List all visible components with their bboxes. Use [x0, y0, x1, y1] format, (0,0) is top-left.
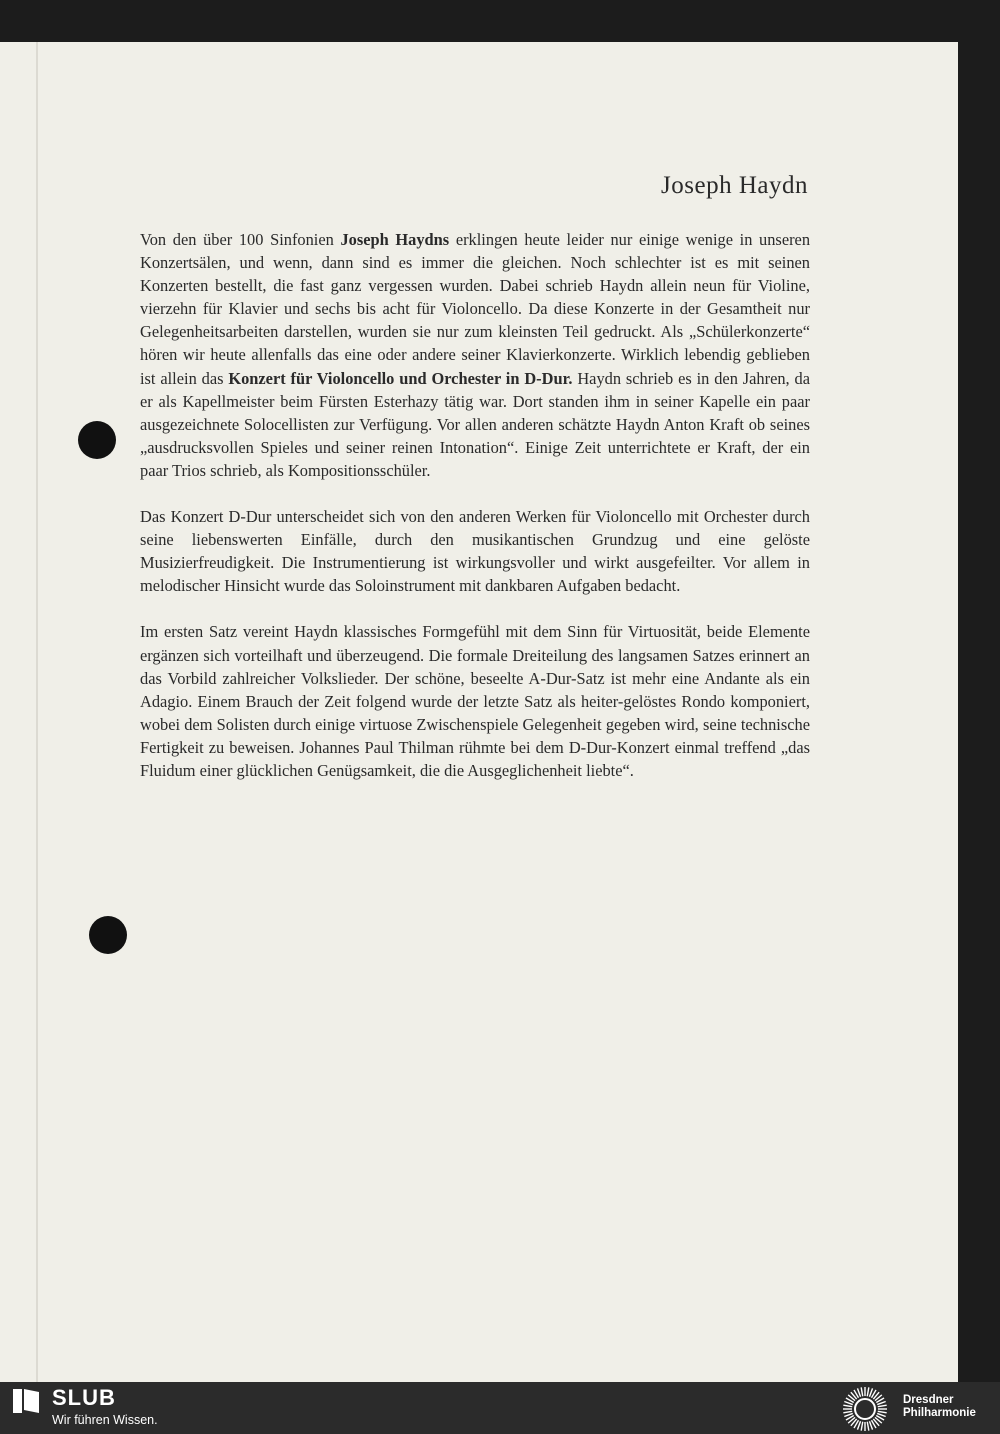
text-run: Im ersten Satz vereint Haydn klassisches Formgefühl mit dem Sinn für Virtuosität, beide Elemente ergänzen sich vorteilhaft und überzeugend. Die formale Dreiteilung des langsamen Satzes erinnert an das Vorbild zahlreicher Volkslieder. Der schöne, beseelte A-Dur-Satz ist mehr eine Andante als ein Adagio. Einem Brauch der Zeit folgend wurde der letzte Satz als heiter-gelöstes Rondo komponiert, wobei dem Solisten durch einige virtuose Zwischenspiele Gelegenheit gegeben wird, seine technische Fertigkeit zu beweisen. Johannes Paul Thilman rühmte bei dem D-Dur-Konzert einmal treffend „das Fluidum einer glücklichen Genügsamkeit, die die Ausgeglichenheit liebte“. — [140, 622, 810, 780]
bold-text: Joseph Haydns — [340, 230, 450, 249]
punch-hole-bottom — [89, 916, 127, 954]
scan-border — [958, 42, 1000, 1382]
slub-book-icon[interactable] — [13, 1389, 39, 1413]
library-tagline: Wir führen Wissen. — [52, 1413, 158, 1427]
text-run: erklingen heute leider nur einige wenige in unseren Konzertsälen, und wenn, dann sind es immer die gleichen. Noch schlechter ist es mit seinen Konzerten bestellt, die fast ganz vergessen wurden. Dabei schrieb Haydn allein neun für Violine, vierzehn für Klavier und sechs bis acht für Violoncello. Da diese Konzerte in der Gesamtheit nur Gelegenheitsarbeiten darstellen, wurden sie nur zum kleinsten Teil gedruckt. Als „Schülerkonzerte“ hören wir heute allenfalls das eine oder andere seiner Klavierkonzerte. Wirklich lebendig geblieben ist allein das — [140, 230, 811, 388]
scanned-page — [0, 42, 958, 1382]
article-body — [140, 228, 810, 805]
paragraph — [140, 228, 810, 482]
text-run: Haydn schrieb es in den Jahren, da er als Kapellmeister beim Fürsten Esterhazy tätig war. Dort standen ihm in seiner Kapelle ein paar ausgezeichnete Solocellisten zur Verfügung. Vor allen anderen schätzte Haydn Anton Kraft ob seines „ausdrucksvollen Spieles und seiner reinen Intonation“. Einige Zeit unterrichtete er Kraft, der ein paar Trios schrieb, als Kompositionsschüler. — [140, 368, 810, 480]
partner-name[interactable] — [903, 1394, 976, 1420]
text-run: Das Konzert D-Dur unterscheidet sich von den anderen Werken für Violoncello mit Orchester durch seine liebenswerten Einfälle, durch den musikantischen Grundzug und eine gelöste Musizierfreudigkeit. Die Instrumentierung ist wirkungsvoller und wirkt ausgefeilter. Vor allem in melodischer Hinsicht wurde das Soloinstrument mit dankbaren Aufgaben bedacht. — [140, 507, 810, 596]
partner-name-line2: Philharmonie — [903, 1407, 976, 1419]
bold-text: Konzert für Violoncello und Orchester in D-Dur. — [228, 368, 573, 388]
library-name[interactable]: SLUB — [52, 1385, 116, 1410]
paragraph — [140, 505, 810, 597]
punch-hole-top — [78, 421, 116, 459]
partner-name-line1: Dresdner — [903, 1394, 954, 1406]
page-fold-line — [36, 42, 38, 1382]
page-title: Joseph Haydn — [661, 172, 808, 199]
text-run: Von den über 100 Sinfonien — [140, 230, 341, 249]
philharmonie-sunburst-logo[interactable] — [842, 1386, 888, 1432]
footer-bar — [0, 1382, 1000, 1434]
paragraph — [140, 620, 810, 782]
